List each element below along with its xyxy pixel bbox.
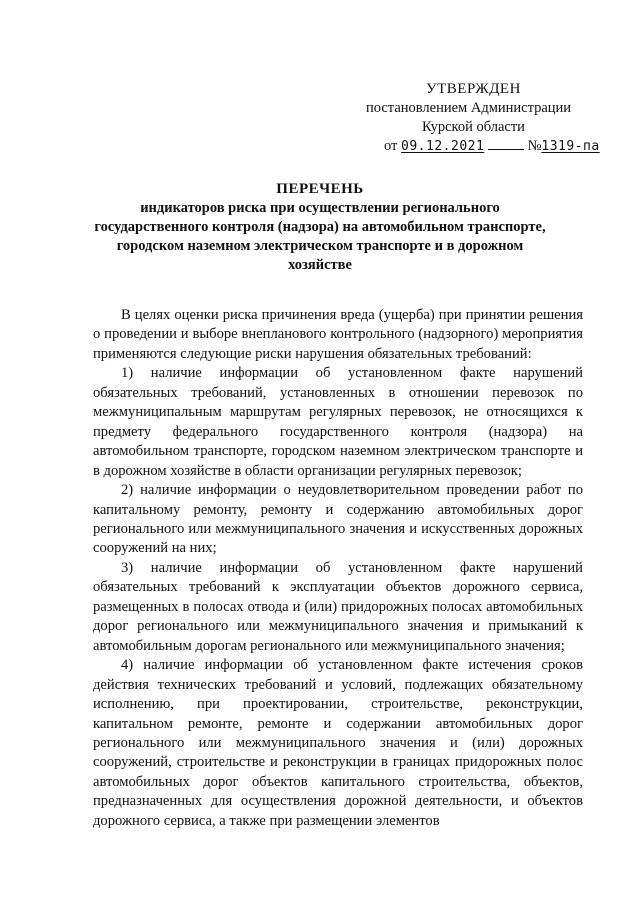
approval-date-line (384, 137, 600, 156)
date-prefix: от (384, 138, 398, 154)
list-item-1: 1) наличие информации об установленном факте нарушений обязательных требований, установленных в отношении перевозок по межмуниципальным маршрутам регулярных перевозок, не относящихся к предмету федерального государственного контроля (надзора) на автомобильном транспорте, городском наземном электрическом транспорте и в дорожном хозяйстве в области организации регулярных перевозок; (93, 365, 583, 479)
document-main-title: ПЕРЕЧЕНЬ (276, 181, 364, 197)
approval-issuer-line: постановлением Администрации (366, 100, 572, 116)
document-title (80, 180, 560, 275)
number-prefix: № (527, 138, 542, 154)
list-item-3: 3) наличие информации об установленном факте нарушений обязательных требований к эксплуатации объектов дорожного сервиса, размещенных в полосах отвода и (или) придорожных полосах автомобильных дорог регионального или межмуниципального значения и примыканий к автомобильным дорогам регионального или межмуниципального значения; (93, 559, 583, 654)
approval-date: 09.12.2021 (401, 139, 485, 154)
document-subtitle-line-1: индикаторов риска при осуществлении регионального (140, 200, 500, 216)
document-subtitle-line-3: городском наземном электрическом транспорте и в дорожном (116, 238, 524, 254)
intro-paragraph: В целях оценки риска причинения вреда (ущерба) при принятии решения о проведении и выборе внепланового контрольного (надзорного) мероприятия применяются следующие риски нарушения обязательных требований: (93, 307, 583, 362)
document-subtitle-line-2: государственного контроля (надзора) на автомобильном транспорте, (94, 219, 546, 235)
list-item-4: 4) наличие информации об установленном факте истечения сроков действия технических требований и условий, подлежащих обязательному исполнению, при проектировании, строительстве, реконструкции, капитальном ремонте, ремонте и содержании автомобильных дорог регионального или межмуниципального значения и (или) дорожных сооружений, строительстве и реконструкции в границах придорожных полос автомобильных дорог объектов капитального строительства, объектов, предназначенных для осуществления дорожной деятельности, и объектов дорожного сервиса, а также при размещении элементов (93, 657, 583, 829)
approval-number: 1319-па (541, 139, 600, 154)
document-body (93, 306, 583, 831)
document-subtitle-line-4: хозяйстве (288, 257, 352, 273)
approval-stamp (354, 80, 600, 156)
approval-title: УТВЕРЖДЕН (426, 81, 521, 97)
list-item-2: 2) наличие информации о неудовлетворительном проведении работ по капитальному ремонту, ремонту и содержанию автомобильных дорог регионального или межмуниципального значения и искусственных дорожных сооружений на них; (93, 482, 583, 557)
date-underline (488, 137, 524, 150)
approval-region-line: Курской области (422, 119, 525, 135)
